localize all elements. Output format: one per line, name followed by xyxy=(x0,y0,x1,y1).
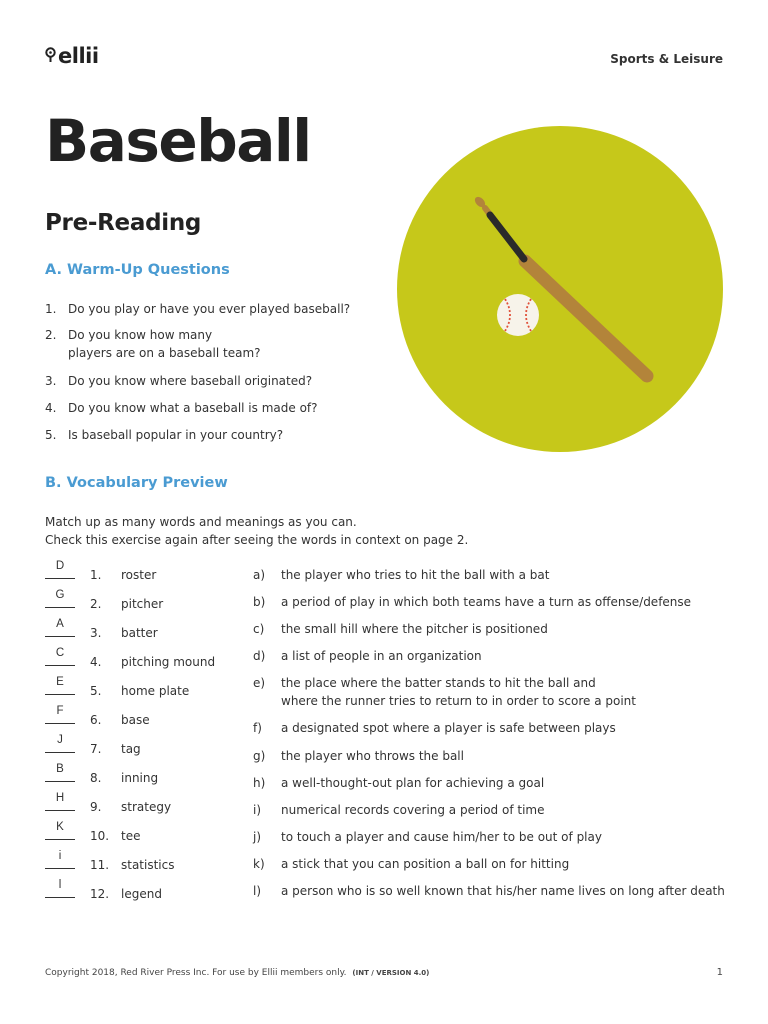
term-row xyxy=(45,560,260,586)
answer-blank[interactable]: H xyxy=(45,792,75,811)
instruction-line: Check this exercise again after seeing the words in context on page 2. xyxy=(45,533,469,547)
term-word: base xyxy=(121,713,150,727)
term-word: home plate xyxy=(121,684,190,698)
term-row xyxy=(45,647,260,673)
baseball-bat-and-ball-icon xyxy=(397,121,723,457)
term-row xyxy=(45,734,260,760)
definition-text: a period of play in which both teams have a turn as offense/defense xyxy=(281,595,692,609)
version-text: (INT / VERSION 4.0) xyxy=(352,969,430,977)
answer-blank[interactable]: J xyxy=(45,734,75,753)
term-number: 7. xyxy=(90,742,102,756)
term-number: 4. xyxy=(90,655,102,669)
definition-letter: f) xyxy=(253,721,262,735)
answer-blank[interactable]: E xyxy=(45,676,75,695)
term-number: 9. xyxy=(90,800,102,814)
term-word: tee xyxy=(121,829,141,843)
term-row xyxy=(45,589,260,615)
question-number: 5. xyxy=(45,428,57,442)
definition-text: numerical records covering a period of time xyxy=(281,803,545,817)
term-number: 1. xyxy=(90,568,102,582)
answer-blank[interactable]: G xyxy=(45,589,75,608)
term-row xyxy=(45,618,260,644)
definition-text: the player who tries to hit the ball with a bat xyxy=(281,568,550,582)
question-text: Do you know what a baseball is made of? xyxy=(68,401,318,415)
definition-text: a designated spot where a player is safe between plays xyxy=(281,721,616,735)
term-number: 8. xyxy=(90,771,102,785)
term-row xyxy=(45,792,260,818)
definition-text: the small hill where the pitcher is positioned xyxy=(281,622,548,636)
question-text: Is baseball popular in your country? xyxy=(68,428,284,442)
term-word: legend xyxy=(121,887,162,901)
term-row xyxy=(45,705,260,731)
term-word: strategy xyxy=(121,800,172,814)
term-row xyxy=(45,676,260,702)
definition-letter: b) xyxy=(253,595,266,609)
term-number: 10. xyxy=(90,829,110,843)
term-row xyxy=(45,821,260,847)
answer-blank[interactable]: B xyxy=(45,763,75,782)
warm-up-heading: A. Warm-Up Questions xyxy=(45,262,230,278)
term-word: batter xyxy=(121,626,158,640)
definition-text: a person who is so well known that his/her name lives on long after death xyxy=(281,884,725,898)
definition-letter: k) xyxy=(253,857,265,871)
answer-blank[interactable]: C xyxy=(45,647,75,666)
definition-text: a list of people in an organization xyxy=(281,649,482,663)
question-number: 2. xyxy=(45,328,57,342)
answer-blank[interactable]: F xyxy=(45,705,75,724)
term-number: 12. xyxy=(90,887,110,901)
term-word: pitcher xyxy=(121,597,164,611)
term-number: 6. xyxy=(90,713,102,727)
definition-letter: c) xyxy=(253,622,265,636)
term-row xyxy=(45,850,260,876)
definition-text: a well-thought-out plan for achieving a goal xyxy=(281,776,545,790)
answer-blank[interactable]: D xyxy=(45,560,75,579)
term-word: tag xyxy=(121,742,141,756)
definition-text: a stick that you can position a ball on for hitting xyxy=(281,857,570,871)
question-text: Do you know where baseball originated? xyxy=(68,374,313,388)
answer-blank[interactable]: K xyxy=(45,821,75,840)
term-word: inning xyxy=(121,771,159,785)
instruction-line: Match up as many words and meanings as you can. xyxy=(45,515,357,529)
term-number: 3. xyxy=(90,626,102,640)
answer-blank[interactable]: i xyxy=(45,850,75,869)
question-number: 1. xyxy=(45,302,57,316)
definition-text: the player who throws the ball xyxy=(281,749,464,763)
definition-letter: a) xyxy=(253,568,266,582)
term-word: pitching mound xyxy=(121,655,216,669)
term-word: statistics xyxy=(121,858,175,872)
term-number: 2. xyxy=(90,597,102,611)
baseball xyxy=(497,294,539,336)
logo-text: ellii xyxy=(58,44,99,68)
term-number: 5. xyxy=(90,684,102,698)
category-label: Sports & Leisure xyxy=(610,52,723,66)
definition-letter: h) xyxy=(253,776,266,790)
answer-blank[interactable]: A xyxy=(45,618,75,637)
answer-blank[interactable]: l xyxy=(45,879,75,898)
term-number: 11. xyxy=(90,858,110,872)
question-number: 3. xyxy=(45,374,57,388)
definition-letter: d) xyxy=(253,649,266,663)
question-number: 4. xyxy=(45,401,57,415)
question-text: Do you play or have you ever played baseball? xyxy=(68,302,351,316)
definition-text: the place where the batter stands to hit the ball and where the runner tries to return to in order to score a point xyxy=(281,676,636,708)
lightbulb-pin-icon xyxy=(45,47,56,65)
definition-letter: j) xyxy=(253,830,262,844)
definition-letter: l) xyxy=(253,884,262,898)
term-word: roster xyxy=(121,568,157,582)
page-title: Baseball xyxy=(45,107,311,175)
page-number: 1 xyxy=(716,967,723,978)
definition-letter: g) xyxy=(253,749,266,763)
vocabulary-instructions xyxy=(45,513,468,549)
section-subtitle: Pre-Reading xyxy=(45,210,202,236)
term-row xyxy=(45,763,260,789)
definition-text: to touch a player and cause him/her to be out of play xyxy=(281,830,602,844)
definition-letter: e) xyxy=(253,676,266,690)
question-text: Do you know how many players are on a baseball team? xyxy=(68,328,261,360)
vocabulary-heading: B. Vocabulary Preview xyxy=(45,475,228,491)
footer-copyright xyxy=(45,968,429,978)
ellii-logo xyxy=(45,44,99,68)
copyright-text: Copyright 2018, Red River Press Inc. For use by Ellii members only. xyxy=(45,968,347,978)
definition-letter: i) xyxy=(253,803,262,817)
term-row xyxy=(45,879,260,905)
